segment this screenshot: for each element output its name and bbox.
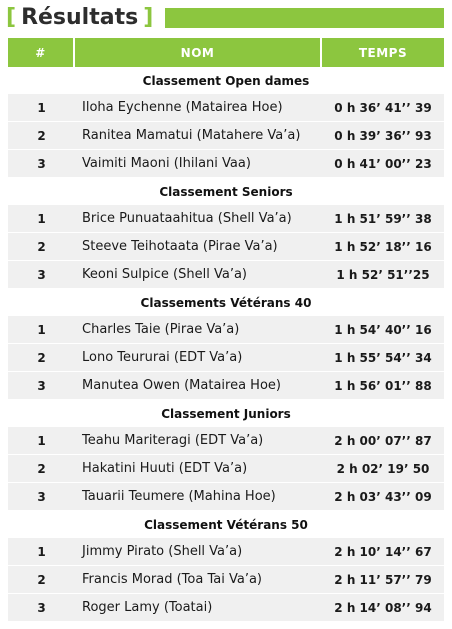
- table-row: [8, 122, 444, 150]
- section-title: Classement Open dames: [8, 67, 444, 94]
- time-cell: 1 h 52’ 18’’ 16: [322, 233, 444, 261]
- page-title: Résultats: [21, 4, 139, 30]
- rank-cell: 2: [8, 344, 75, 372]
- rank-cell: 2: [8, 455, 75, 483]
- time-cell: 2 h 00’ 07’’ 87: [322, 427, 444, 455]
- rank-cell: 2: [8, 122, 75, 150]
- table-row: [8, 566, 444, 594]
- section-header-row: [8, 400, 444, 427]
- table-row: [8, 594, 444, 622]
- section-header-row: [8, 511, 444, 538]
- results-table-body: [8, 67, 444, 622]
- name-cell: Manutea Owen (Matairea Hoe): [75, 372, 322, 400]
- table-row: [8, 316, 444, 344]
- rank-cell: 1: [8, 538, 75, 566]
- results-header: [0, 0, 452, 38]
- rank-cell: 2: [8, 566, 75, 594]
- name-cell: Iloha Eychenne (Matairea Hoe): [75, 94, 322, 122]
- table-row: [8, 483, 444, 511]
- table-row: [8, 233, 444, 261]
- rank-cell: 3: [8, 150, 75, 178]
- name-cell: Steeve Teihotaata (Pirae Va’a): [75, 233, 322, 261]
- rank-cell: 1: [8, 316, 75, 344]
- name-cell: Keoni Sulpice (Shell Va’a): [75, 261, 322, 289]
- table-row: [8, 344, 444, 372]
- column-header-time: TEMPS: [322, 38, 444, 67]
- rank-cell: 2: [8, 233, 75, 261]
- rank-cell: 3: [8, 261, 75, 289]
- rank-cell: 3: [8, 483, 75, 511]
- table-row: [8, 261, 444, 289]
- results-table: [8, 38, 444, 622]
- time-cell: 2 h 02’ 19’ 50: [322, 455, 444, 483]
- title-bracket-close: ]: [143, 4, 154, 30]
- rank-cell: 3: [8, 372, 75, 400]
- table-row: [8, 372, 444, 400]
- table-row: [8, 205, 444, 233]
- section-header-row: [8, 289, 444, 316]
- title-accent-bar: [165, 8, 444, 28]
- name-cell: Tauarii Teumere (Mahina Hoe): [75, 483, 322, 511]
- table-header-row: [8, 38, 444, 67]
- time-cell: 2 h 03’ 43’’ 09: [322, 483, 444, 511]
- section-title: Classements Vétérans 40: [8, 289, 444, 316]
- time-cell: 1 h 55’ 54’’ 34: [322, 344, 444, 372]
- column-header-rank: #: [8, 38, 75, 67]
- time-cell: 0 h 39’ 36’’ 93: [322, 122, 444, 150]
- section-title: Classement Vétérans 50: [8, 511, 444, 538]
- name-cell: Francis Morad (Toa Tai Va’a): [75, 566, 322, 594]
- name-cell: Brice Punuataahitua (Shell Va’a): [75, 205, 322, 233]
- title-bracket-open: [: [6, 4, 17, 30]
- section-header-row: [8, 178, 444, 205]
- time-cell: 0 h 36’ 41’’ 39: [322, 94, 444, 122]
- table-row: [8, 427, 444, 455]
- results-title-group: [6, 0, 153, 34]
- name-cell: Teahu Mariteragi (EDT Va’a): [75, 427, 322, 455]
- name-cell: Vaimiti Maoni (Ihilani Vaa): [75, 150, 322, 178]
- name-cell: Roger Lamy (Toatai): [75, 594, 322, 622]
- name-cell: Ranitea Mamatui (Matahere Va’a): [75, 122, 322, 150]
- time-cell: 2 h 14’ 08’’ 94: [322, 594, 444, 622]
- table-row: [8, 455, 444, 483]
- time-cell: 1 h 54’ 40’’ 16: [322, 316, 444, 344]
- name-cell: Lono Teururai (EDT Va’a): [75, 344, 322, 372]
- name-cell: Charles Taie (Pirae Va’a): [75, 316, 322, 344]
- rank-cell: 3: [8, 594, 75, 622]
- column-header-name: NOM: [75, 38, 322, 67]
- name-cell: Jimmy Pirato (Shell Va’a): [75, 538, 322, 566]
- section-title: Classement Seniors: [8, 178, 444, 205]
- time-cell: 1 h 52’ 51’’25: [322, 261, 444, 289]
- time-cell: 1 h 51’ 59’’ 38: [322, 205, 444, 233]
- section-title: Classement Juniors: [8, 400, 444, 427]
- time-cell: 1 h 56’ 01’’ 88: [322, 372, 444, 400]
- rank-cell: 1: [8, 427, 75, 455]
- name-cell: Hakatini Huuti (EDT Va’a): [75, 455, 322, 483]
- rank-cell: 1: [8, 94, 75, 122]
- rank-cell: 1: [8, 205, 75, 233]
- section-header-row: [8, 67, 444, 94]
- table-row: [8, 538, 444, 566]
- time-cell: 2 h 10’ 14’’ 67: [322, 538, 444, 566]
- time-cell: 2 h 11’ 57’’ 79: [322, 566, 444, 594]
- time-cell: 0 h 41’ 00’’ 23: [322, 150, 444, 178]
- table-row: [8, 94, 444, 122]
- table-row: [8, 150, 444, 178]
